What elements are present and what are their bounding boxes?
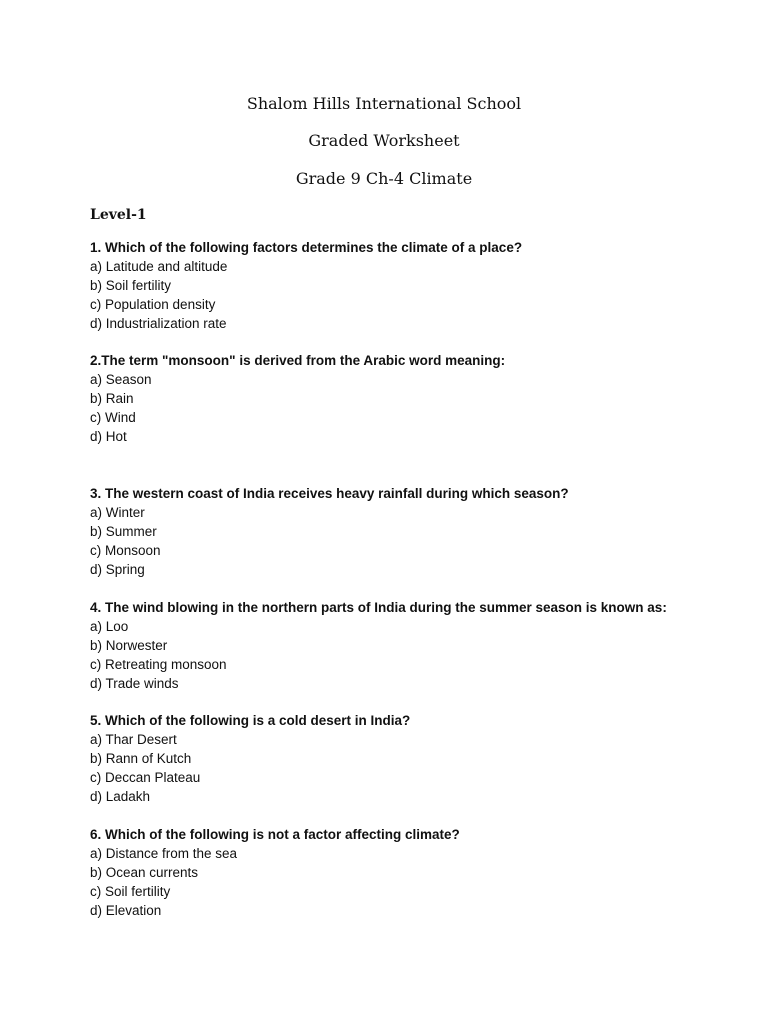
question-6 (90, 826, 460, 921)
option-d: d) Ladakh (90, 788, 151, 804)
option-a: a) Season (90, 371, 152, 387)
option-b: b) Soil fertility (90, 277, 172, 293)
level-label: Level-1 (90, 207, 147, 223)
option-c: c) Deccan Plateau (90, 769, 201, 785)
option-a: a) Distance from the sea (90, 845, 238, 861)
option-c: c) Soil fertility (90, 883, 171, 899)
option-d: d) Hot (90, 428, 127, 444)
option-c: c) Retreating monsoon (90, 656, 227, 672)
option-a: a) Winter (90, 504, 145, 520)
question-1 (90, 239, 522, 334)
question-text: 4. The wind blowing in the northern parts of India during the summer season is known as: (90, 600, 667, 615)
question-text: 6. Which of the following is not a factor affecting climate? (90, 827, 460, 842)
question-2 (90, 352, 505, 447)
option-a: a) Thar Desert (90, 731, 177, 747)
option-c: c) Population density (90, 296, 216, 312)
option-b: b) Rain (90, 390, 134, 406)
question-text: 3. The western coast of India receives heavy rainfall during which season? (90, 486, 569, 501)
question-4 (90, 599, 667, 694)
question-text: 2.The term "monsoon" is derived from the Arabic word meaning: (90, 353, 506, 368)
grade-chapter-title: Grade 9 Ch-4 Climate (295, 169, 473, 188)
option-d: d) Spring (90, 561, 145, 577)
option-d: d) Elevation (90, 902, 162, 918)
option-d: d) Industrialization rate (90, 315, 227, 331)
option-b: b) Norwester (90, 637, 168, 653)
option-c: c) Monsoon (90, 542, 161, 558)
option-c: c) Wind (90, 409, 136, 425)
option-b: b) Summer (90, 523, 157, 539)
option-b: b) Rann of Kutch (90, 750, 192, 766)
worksheet-title: Graded Worksheet (308, 131, 460, 150)
option-b: b) Ocean currents (90, 864, 199, 880)
option-d: d) Trade winds (90, 675, 179, 691)
option-a: a) Latitude and altitude (90, 258, 228, 274)
question-text: 5. Which of the following is a cold desert in India? (90, 713, 411, 728)
school-name: Shalom Hills International School (246, 94, 522, 113)
question-3 (90, 485, 569, 580)
question-text: 1. Which of the following factors determines the climate of a place? (90, 240, 523, 255)
option-a: a) Loo (90, 618, 129, 634)
question-5 (90, 712, 410, 807)
